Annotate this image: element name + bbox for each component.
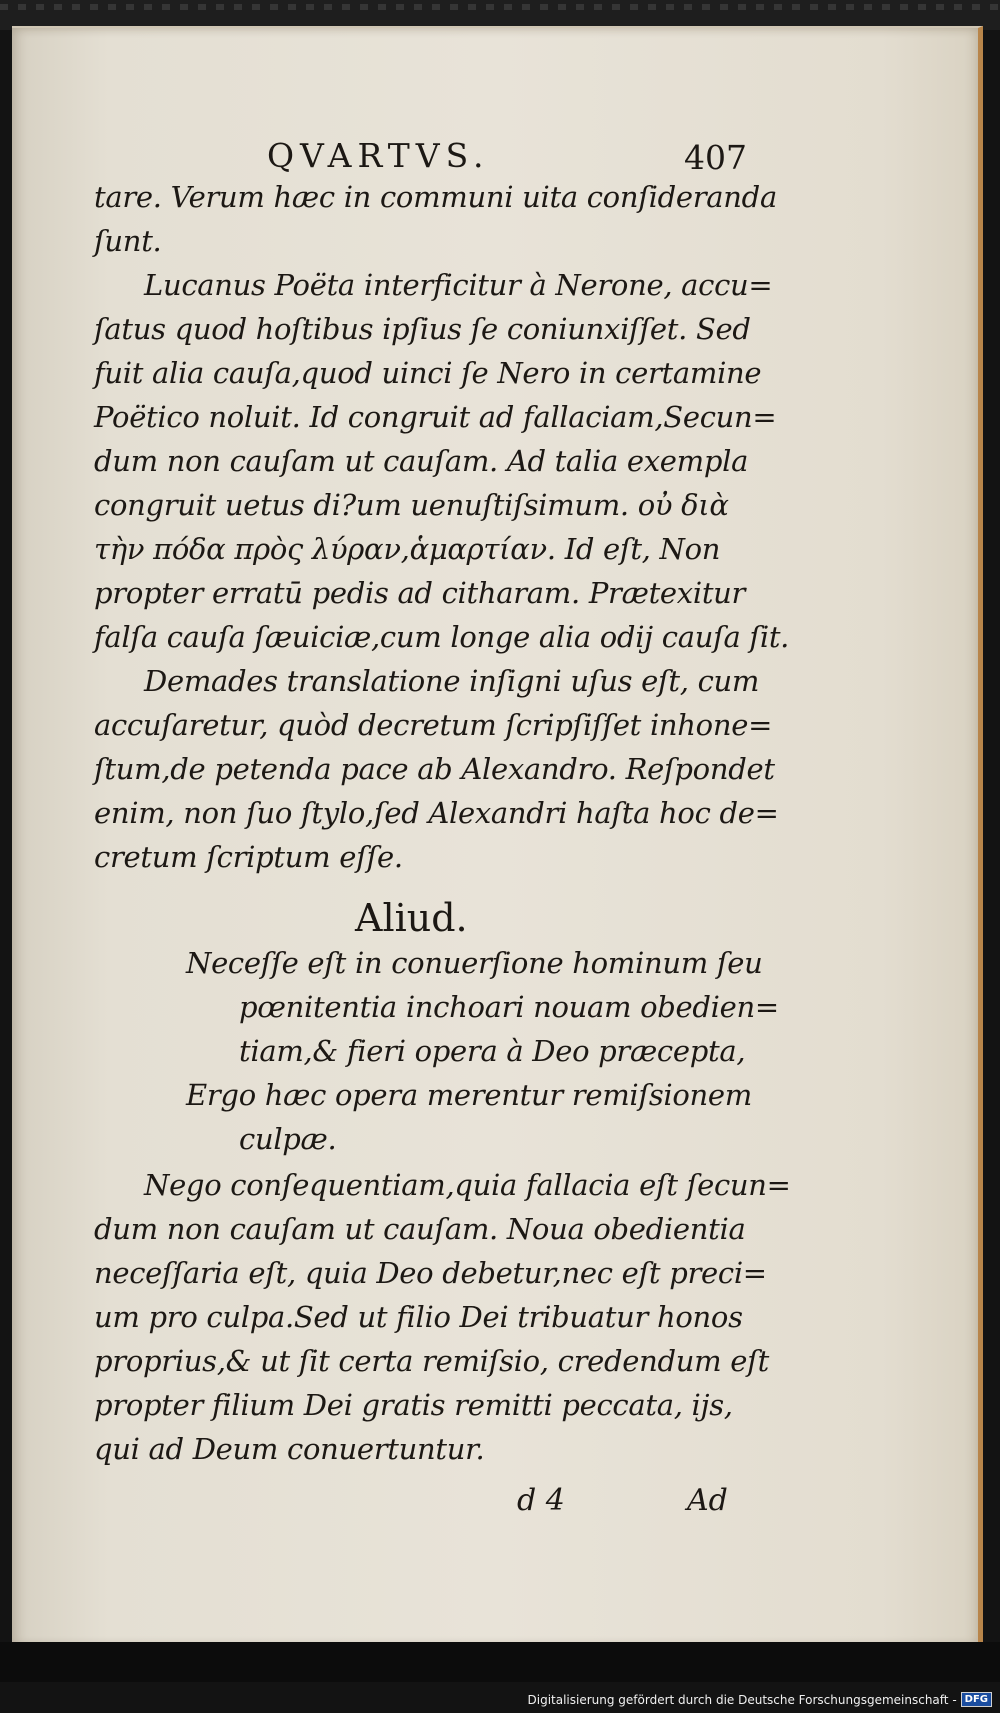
argument-line: culpæ. [239, 1122, 337, 1156]
text-line: propter filium Dei gratis remitti peccata, ijs, [94, 1388, 733, 1422]
text-line: ſtum,de petenda pace ab Alexandro. Reſpondet [94, 752, 775, 786]
text-line: falſa cauſa ſæuiciæ,cum longe alia odij cauſa ſit. [94, 620, 790, 654]
text-line: qui ad Deum conuertuntur. [94, 1432, 485, 1466]
argument-line: tiam,& fieri opera à Deo præcepta, [239, 1034, 746, 1068]
text-line: cretum ſcriptum eſſe. [94, 840, 403, 874]
text-line: congruit uetus di?um uenuſtiſsimum. οὐ διὰ [94, 488, 729, 522]
text-line: neceſſaria eſt, quia Deo debetur,nec eſt preci= [94, 1256, 767, 1290]
text-line: Lucanus Poëta interficitur à Nerone, accu= [144, 268, 773, 302]
section-heading: Aliud. [355, 896, 468, 940]
credit-text: Digitalisierung gefördert durch die Deutsche Forschungsgemeinschaft - [527, 1692, 957, 1707]
text-line: proprius,& ut ſit certa remiſsio, credendum eſt [94, 1344, 769, 1378]
text-line: Nego conſequentiam,quia fallacia eſt ſecun= [144, 1168, 791, 1202]
argument-line: pœnitentia inchoari nouam obedien= [239, 990, 779, 1024]
text-line: ſatus quod hoſtibus ipſius ſe coniunxiſſet. Sed [94, 312, 751, 346]
signature-mark: d 4 [517, 1483, 565, 1518]
text-line: dum non cauſam ut cauſam. Ad talia exempla [94, 444, 749, 478]
book-page [12, 26, 983, 1649]
text-line: ſunt. [94, 224, 162, 258]
catchword: Ad [687, 1483, 728, 1518]
argument-line: Ergo hæc opera merentur remiſsionem [186, 1078, 752, 1112]
text-line: propter erratū pedis ad citharam. Prætexitur [94, 576, 746, 610]
text-line: Poëtico noluit. Id congruit ad fallaciam,Secun= [94, 400, 777, 434]
text-line: enim, non ſuo ſtylo,ſed Alexandri haſta hoc de= [94, 796, 779, 830]
dfg-logo: DFG [961, 1692, 992, 1707]
scan-background-bottom [0, 1642, 1000, 1682]
text-line: Demades translatione inſigni uſus eſt, cum [144, 664, 760, 698]
running-head: QVARTVS. [267, 136, 490, 175]
argument-line: Neceſſe eſt in conuerſione hominum ſeu [186, 946, 763, 980]
text-line: fuit alia cauſa,quod uinci ſe Nero in certamine [94, 356, 762, 390]
text-line: um pro culpa.Sed ut filio Dei tribuatur honos [94, 1300, 743, 1334]
scan-edge-marks [0, 4, 1000, 10]
text-line: accuſaretur, quòd decretum ſcripſiſſet inhone= [94, 708, 773, 742]
text-line: dum non cauſam ut cauſam. Noua obedientia [94, 1212, 746, 1246]
digitization-credit [528, 1692, 993, 1707]
text-line: tare. Verum hæc in communi uita conſideranda [94, 180, 777, 214]
page-number: 407 [684, 138, 747, 177]
text-line: τὴν πόδα πρὸς λύραν,ἁμαρτίαν. Id eſt, Non [94, 532, 721, 566]
